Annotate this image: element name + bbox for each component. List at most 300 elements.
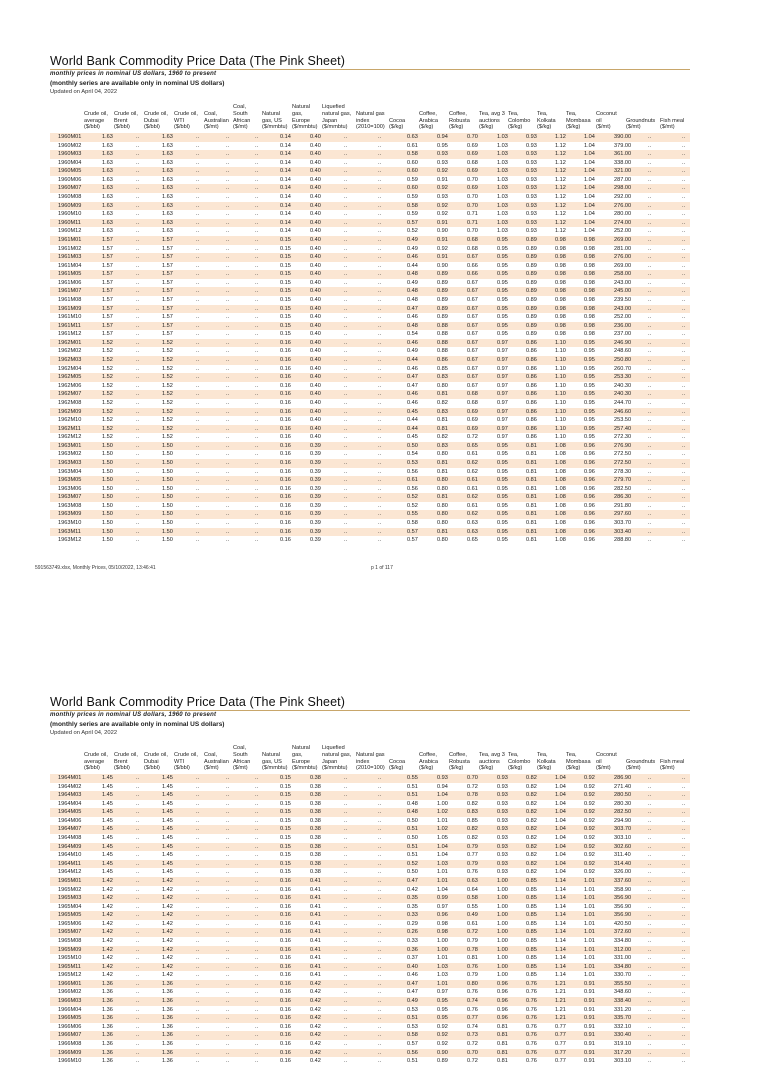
- table-cell: ..: [378, 1049, 382, 1056]
- table-cell: 0.85: [526, 937, 537, 944]
- column-header: Coffee, Robusta ($/kg): [449, 110, 470, 131]
- table-cell: 0.97: [497, 434, 508, 441]
- table-cell: ..: [682, 826, 686, 833]
- table-cell: ..: [648, 946, 652, 953]
- table-cell: 0.42: [407, 886, 418, 893]
- table-cell: 0.16: [280, 1032, 291, 1039]
- table-cell: 0.48: [407, 322, 418, 329]
- table-cell: 0.74: [467, 998, 478, 1005]
- table-cell: ..: [255, 159, 259, 166]
- table-cell: 1.14: [555, 937, 566, 944]
- table-cell: 1.36: [162, 1032, 173, 1039]
- table-cell: 1.00: [497, 912, 508, 919]
- table-cell: ..: [648, 331, 652, 338]
- table-cell: ..: [255, 262, 259, 269]
- table-cell: ..: [136, 955, 140, 962]
- table-cell: 0.88: [437, 339, 448, 346]
- table-cell: ..: [136, 1015, 140, 1022]
- table-cell: 0.41: [310, 963, 321, 970]
- table-cell: ..: [344, 494, 348, 501]
- table-cell: ..: [344, 826, 348, 833]
- table-cell: 0.14: [280, 185, 291, 192]
- table-cell: 1.04: [555, 826, 566, 833]
- table-cell: ..: [378, 382, 382, 389]
- table-cell: ..: [136, 528, 140, 535]
- table-cell: 0.64: [467, 886, 478, 893]
- table-cell: 1.45: [102, 775, 113, 781]
- table-row: [50, 536, 690, 545]
- table-cell: 0.96: [584, 459, 595, 466]
- table-cell: ..: [136, 176, 140, 183]
- row-date: 1964M07: [58, 826, 82, 833]
- table-cell: 1.52: [102, 374, 113, 381]
- table-cell: ..: [226, 886, 230, 893]
- table-cell: 1.57: [162, 262, 173, 269]
- row-date: 1960M07: [58, 185, 82, 192]
- table-cell: ..: [378, 339, 382, 346]
- table-cell: 0.40: [310, 194, 321, 201]
- table-cell: 0.92: [584, 860, 595, 867]
- table-cell: 0.40: [310, 254, 321, 261]
- table-cell: 0.92: [584, 826, 595, 833]
- table-cell: 0.38: [310, 792, 321, 799]
- table-cell: ..: [196, 254, 200, 261]
- table-cell: 0.15: [280, 800, 291, 807]
- table-cell: ..: [255, 843, 259, 850]
- table-cell: 0.92: [437, 1032, 448, 1039]
- table-row: [50, 1006, 690, 1015]
- table-cell: ..: [196, 520, 200, 527]
- table-row: [50, 176, 690, 185]
- table-cell: ..: [378, 946, 382, 953]
- table-cell: 1.03: [497, 185, 508, 192]
- row-date: 1962M06: [58, 382, 82, 389]
- table-cell: 0.93: [497, 783, 508, 790]
- table-cell: 1.01: [584, 920, 595, 927]
- table-cell: ..: [378, 168, 382, 175]
- table-cell: ..: [196, 142, 200, 149]
- table-cell: 0.82: [526, 783, 537, 790]
- table-cell: 0.80: [437, 477, 448, 484]
- table-cell: ..: [682, 262, 686, 269]
- table-cell: 1.36: [102, 1032, 113, 1039]
- table-cell: ..: [344, 903, 348, 910]
- table-cell: 0.33: [407, 937, 418, 944]
- table-row: [50, 253, 690, 262]
- table-cell: ..: [136, 262, 140, 269]
- table-cell: ..: [226, 1023, 230, 1030]
- table-cell: ..: [196, 937, 200, 944]
- table-cell: 0.95: [584, 374, 595, 381]
- row-date: 1964M04: [58, 800, 82, 807]
- table-row: [50, 502, 690, 511]
- row-date: 1964M08: [58, 835, 82, 842]
- table-cell: 1.14: [555, 946, 566, 953]
- table-cell: 0.40: [310, 374, 321, 381]
- table-cell: ..: [136, 425, 140, 432]
- table-cell: ..: [136, 134, 140, 140]
- table-row: [50, 971, 690, 980]
- table-cell: ..: [378, 783, 382, 790]
- table-cell: ..: [378, 202, 382, 209]
- row-date: 1963M08: [58, 502, 82, 509]
- table-cell: ..: [226, 468, 230, 475]
- table-cell: 0.57: [407, 528, 418, 535]
- table-cell: ..: [378, 912, 382, 919]
- table-cell: 0.41: [310, 912, 321, 919]
- table-cell: 356.90: [614, 912, 632, 919]
- row-date: 1961M08: [58, 296, 82, 303]
- table-cell: 1.36: [162, 1023, 173, 1030]
- table-cell: ..: [682, 322, 686, 329]
- table-cell: 0.81: [526, 451, 537, 458]
- table-cell: 338.40: [614, 998, 632, 1005]
- table-cell: 0.48: [407, 288, 418, 295]
- table-cell: 1.03: [497, 211, 508, 218]
- table-cell: 0.82: [437, 399, 448, 406]
- table-cell: ..: [648, 296, 652, 303]
- table-cell: 0.85: [526, 886, 537, 893]
- table-cell: 0.29: [407, 920, 418, 927]
- table-cell: 1.63: [162, 194, 173, 201]
- table-cell: ..: [344, 468, 348, 475]
- table-cell: 1.21: [555, 1006, 566, 1013]
- table-cell: ..: [255, 194, 259, 201]
- table-cell: 1.52: [102, 399, 113, 406]
- table-cell: ..: [648, 912, 652, 919]
- table-cell: ..: [136, 800, 140, 807]
- table-row: [50, 946, 690, 955]
- table-cell: ..: [648, 391, 652, 398]
- table-cell: 272.30: [614, 434, 632, 441]
- table-cell: ..: [648, 886, 652, 893]
- table-cell: 1.52: [162, 425, 173, 432]
- table-cell: ..: [682, 520, 686, 527]
- table-cell: 1.45: [102, 800, 113, 807]
- table-cell: 303.40: [614, 528, 632, 535]
- table-cell: ..: [378, 1015, 382, 1022]
- table-cell: 0.61: [467, 451, 478, 458]
- table-cell: ..: [648, 262, 652, 269]
- table-cell: ..: [378, 537, 382, 544]
- table-cell: ..: [682, 185, 686, 192]
- table-cell: 1.57: [162, 271, 173, 278]
- table-cell: ..: [226, 194, 230, 201]
- table-cell: ..: [344, 365, 348, 372]
- table-cell: 0.61: [467, 920, 478, 927]
- table-cell: ..: [648, 972, 652, 979]
- table-cell: 0.40: [310, 288, 321, 295]
- table-row: [50, 937, 690, 946]
- table-cell: 0.61: [407, 477, 418, 484]
- table-cell: ..: [196, 314, 200, 321]
- table-cell: 0.98: [555, 245, 566, 252]
- table-cell: 0.45: [407, 408, 418, 415]
- table-cell: 1.10: [555, 365, 566, 372]
- table-cell: 1.00: [437, 946, 448, 953]
- table-cell: 0.63: [467, 528, 478, 535]
- table-cell: 1.50: [162, 502, 173, 509]
- table-row: [50, 202, 690, 211]
- table-cell: 0.93: [497, 843, 508, 850]
- table-cell: 0.72: [467, 434, 478, 441]
- table-cell: 0.85: [526, 920, 537, 927]
- column-header: Cocoa ($/kg): [389, 758, 406, 772]
- table-cell: 1.03: [497, 176, 508, 183]
- table-cell: 1.14: [555, 903, 566, 910]
- table-cell: 0.92: [584, 800, 595, 807]
- table-row: [50, 510, 690, 519]
- table-cell: 0.16: [280, 485, 291, 492]
- table-cell: 1.12: [555, 194, 566, 201]
- table-cell: 0.95: [497, 511, 508, 518]
- table-cell: ..: [136, 296, 140, 303]
- table-cell: 248.60: [614, 348, 632, 355]
- table-cell: 0.95: [497, 331, 508, 338]
- table-cell: ..: [648, 955, 652, 962]
- table-cell: ..: [378, 442, 382, 449]
- table-cell: 1.00: [497, 972, 508, 979]
- table-row: [50, 1031, 690, 1040]
- table-cell: ..: [682, 528, 686, 535]
- table-cell: 0.53: [407, 1023, 418, 1030]
- table-cell: ..: [226, 339, 230, 346]
- table-cell: 0.81: [526, 459, 537, 466]
- table-cell: 276.90: [614, 442, 632, 449]
- table-cell: ..: [344, 1006, 348, 1013]
- table-cell: 0.16: [280, 399, 291, 406]
- table-cell: 0.91: [584, 1015, 595, 1022]
- table-cell: 0.76: [526, 1058, 537, 1065]
- table-cell: ..: [648, 817, 652, 824]
- table-cell: ..: [255, 399, 259, 406]
- table-cell: 0.16: [280, 374, 291, 381]
- table-cell: 1.08: [555, 520, 566, 527]
- table-cell: ..: [344, 520, 348, 527]
- table-cell: ..: [136, 434, 140, 441]
- table-cell: ..: [648, 176, 652, 183]
- table-cell: ..: [344, 374, 348, 381]
- table-cell: ..: [682, 477, 686, 484]
- table-cell: 0.52: [407, 228, 418, 235]
- table-row: [50, 1057, 690, 1066]
- table-cell: 1.45: [162, 792, 173, 799]
- table-cell: ..: [196, 912, 200, 919]
- table-cell: 0.68: [467, 236, 478, 243]
- table-cell: ..: [255, 202, 259, 209]
- table-cell: 1.50: [102, 537, 113, 544]
- table-cell: ..: [344, 331, 348, 338]
- table-cell: 0.93: [497, 817, 508, 824]
- table-cell: 0.76: [526, 998, 537, 1005]
- table-cell: 1.36: [162, 980, 173, 987]
- table-cell: 1.04: [555, 800, 566, 807]
- table-cell: ..: [378, 288, 382, 295]
- table-cell: ..: [196, 511, 200, 518]
- table-cell: 0.95: [497, 520, 508, 527]
- table-cell: 0.80: [437, 520, 448, 527]
- table-cell: 0.70: [467, 775, 478, 781]
- table-cell: 1.08: [555, 502, 566, 509]
- table-cell: ..: [682, 357, 686, 364]
- table-cell: 1.04: [555, 775, 566, 781]
- table-row: [50, 860, 690, 869]
- table-row: [50, 920, 690, 929]
- table-cell: 1.63: [162, 159, 173, 166]
- table-cell: 1.10: [555, 339, 566, 346]
- table-cell: 0.16: [280, 895, 291, 902]
- table-cell: 0.93: [497, 809, 508, 816]
- table-row: [50, 433, 690, 442]
- table-cell: ..: [344, 972, 348, 979]
- table-cell: ..: [196, 305, 200, 312]
- table-cell: ..: [682, 142, 686, 149]
- column-header: Crude oil, Brent ($/bbl): [114, 751, 138, 772]
- table-cell: 303.10: [614, 1058, 632, 1065]
- row-date: 1965M08: [58, 937, 82, 944]
- table-cell: 0.38: [310, 835, 321, 842]
- table-cell: ..: [196, 835, 200, 842]
- table-cell: 1.01: [584, 963, 595, 970]
- table-cell: 0.60: [407, 168, 418, 175]
- table-cell: 0.51: [407, 792, 418, 799]
- row-date: 1965M05: [58, 912, 82, 919]
- table-cell: ..: [136, 271, 140, 278]
- table-row: [50, 322, 690, 331]
- table-cell: 0.51: [407, 826, 418, 833]
- table-cell: 1.04: [584, 202, 595, 209]
- table-cell: 0.76: [526, 1040, 537, 1047]
- table-cell: 0.95: [437, 998, 448, 1005]
- table-cell: ..: [226, 998, 230, 1005]
- table-cell: ..: [196, 417, 200, 424]
- table-cell: 0.16: [280, 520, 291, 527]
- table-cell: ..: [682, 314, 686, 321]
- report-title: World Bank Commodity Price Data (The Pink Sheet): [50, 54, 345, 68]
- row-date: 1960M06: [58, 176, 82, 183]
- table-cell: 0.16: [280, 929, 291, 936]
- table-cell: ..: [648, 219, 652, 226]
- table-cell: ..: [255, 408, 259, 415]
- table-cell: 0.40: [310, 262, 321, 269]
- column-header: Tea, avg 3 auctions ($/kg): [479, 110, 505, 131]
- table-cell: ..: [344, 980, 348, 987]
- table-cell: ..: [255, 1040, 259, 1047]
- table-cell: ..: [344, 1049, 348, 1056]
- table-cell: ..: [136, 929, 140, 936]
- table-cell: 0.69: [467, 142, 478, 149]
- table-cell: 0.16: [280, 391, 291, 398]
- table-cell: ..: [136, 826, 140, 833]
- table-cell: 0.93: [497, 792, 508, 799]
- table-cell: ..: [682, 348, 686, 355]
- table-cell: 1.50: [102, 459, 113, 466]
- table-cell: 1.42: [102, 895, 113, 902]
- table-cell: ..: [344, 1023, 348, 1030]
- table-cell: ..: [648, 477, 652, 484]
- table-cell: 0.58: [467, 895, 478, 902]
- table-cell: 1.36: [102, 980, 113, 987]
- table-cell: 0.81: [526, 494, 537, 501]
- table-cell: 0.46: [407, 254, 418, 261]
- table-cell: 0.82: [526, 869, 537, 876]
- column-header: Liquefied natural gas, Japan ($/mmbtu): [322, 104, 352, 131]
- table-cell: 0.48: [407, 800, 418, 807]
- row-date: 1966M08: [58, 1040, 82, 1047]
- table-cell: 1.63: [102, 142, 113, 149]
- table-cell: 0.40: [310, 399, 321, 406]
- table-row: [50, 783, 690, 792]
- table-cell: 0.85: [526, 903, 537, 910]
- table-cell: ..: [682, 783, 686, 790]
- table-cell: ..: [226, 792, 230, 799]
- table-cell: ..: [136, 408, 140, 415]
- table-cell: ..: [196, 817, 200, 824]
- row-date: 1964M05: [58, 809, 82, 816]
- table-cell: 1.10: [555, 408, 566, 415]
- table-cell: ..: [226, 972, 230, 979]
- table-cell: 0.40: [310, 296, 321, 303]
- table-row: [50, 493, 690, 502]
- table-cell: 0.16: [280, 477, 291, 484]
- table-cell: ..: [226, 937, 230, 944]
- table-cell: 0.92: [584, 869, 595, 876]
- table-cell: 0.81: [437, 391, 448, 398]
- table-cell: ..: [226, 399, 230, 406]
- table-cell: 1.45: [102, 869, 113, 876]
- table-row: [50, 159, 690, 168]
- table-cell: 1.36: [162, 1040, 173, 1047]
- table-cell: ..: [226, 434, 230, 441]
- table-cell: ..: [648, 314, 652, 321]
- table-cell: 0.91: [437, 219, 448, 226]
- table-cell: 1.02: [437, 809, 448, 816]
- table-cell: 1.57: [162, 236, 173, 243]
- table-cell: 0.40: [310, 202, 321, 209]
- table-cell: ..: [648, 826, 652, 833]
- table-row: [50, 356, 690, 365]
- table-cell: 0.65: [467, 442, 478, 449]
- row-date: 1966M10: [58, 1058, 82, 1065]
- table-cell: 0.89: [526, 262, 537, 269]
- table-cell: 0.95: [497, 468, 508, 475]
- table-cell: ..: [255, 937, 259, 944]
- table-cell: 0.63: [467, 877, 478, 884]
- table-cell: 1.10: [555, 374, 566, 381]
- table-cell: 0.16: [280, 502, 291, 509]
- table-cell: 1.08: [555, 451, 566, 458]
- table-cell: ..: [196, 537, 200, 544]
- table-cell: 0.81: [497, 1049, 508, 1056]
- table-cell: ..: [378, 468, 382, 475]
- table-cell: 1.04: [584, 159, 595, 166]
- table-cell: 1.04: [555, 792, 566, 799]
- table-cell: ..: [136, 357, 140, 364]
- table-cell: 321.00: [614, 168, 632, 175]
- table-cell: 420.50: [614, 920, 632, 927]
- table-cell: ..: [226, 262, 230, 269]
- table-cell: ..: [136, 339, 140, 346]
- table-cell: 0.98: [584, 305, 595, 312]
- table-cell: 0.40: [310, 348, 321, 355]
- table-cell: ..: [682, 1006, 686, 1013]
- table-cell: ..: [648, 211, 652, 218]
- table-cell: 1.57: [102, 296, 113, 303]
- table-cell: ..: [648, 877, 652, 884]
- table-cell: 0.93: [497, 775, 508, 781]
- table-cell: 0.14: [280, 168, 291, 175]
- table-cell: 0.15: [280, 254, 291, 261]
